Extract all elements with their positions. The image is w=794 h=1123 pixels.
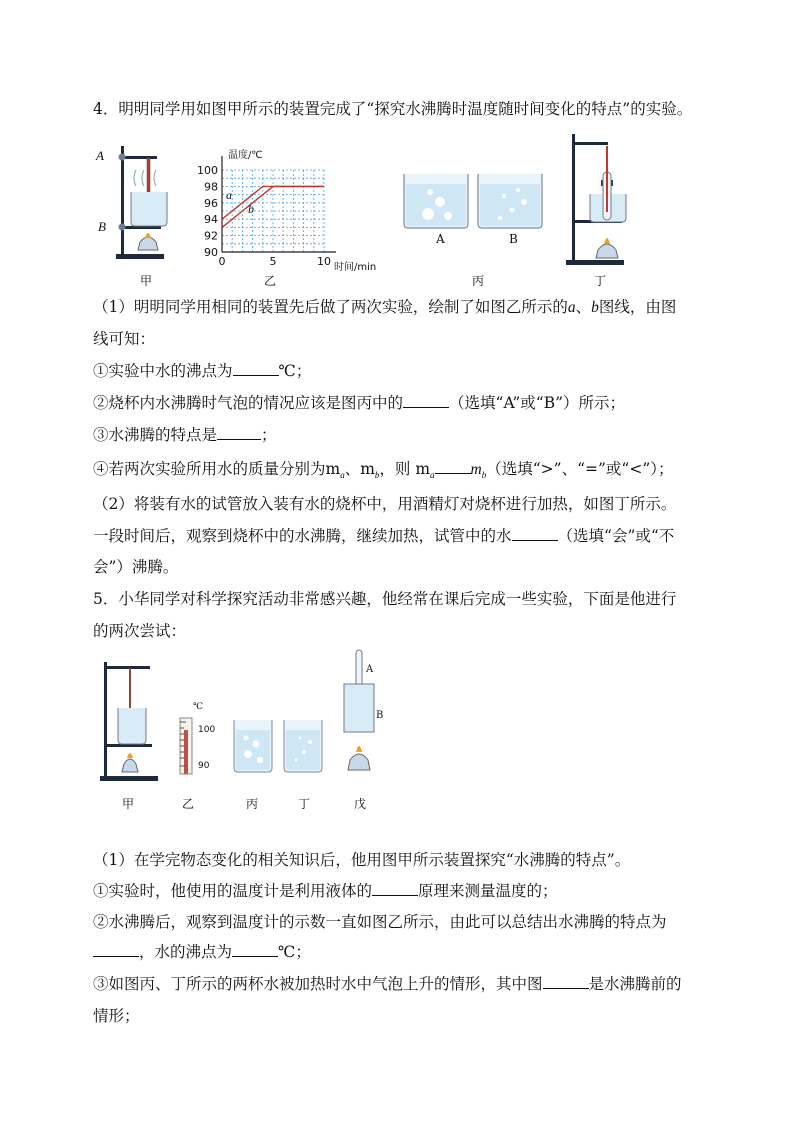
curve-b-label: b <box>248 202 254 216</box>
y-tick-label: 92 <box>204 229 218 243</box>
curve-a-label: a <box>226 188 232 202</box>
q4-caption-ding: 丁 <box>594 274 607 288</box>
y-tick-label: 98 <box>204 180 218 194</box>
q5-figure-bing-ding <box>230 716 330 776</box>
q4-caption-jia: 甲 <box>140 274 153 288</box>
y-tick-label: 90 <box>204 246 218 259</box>
q4-part1-line2: 线可知： <box>93 330 156 348</box>
q4-title: 4．明明同学用如图甲所示的装置完成了“探究水沸腾时温度随时间变化的特点”的实验。 <box>93 100 693 118</box>
q5-item1: ①实验时，他使用的温度计是利用液体的 原理来测量温度的； <box>93 882 558 900</box>
q5-caption-wu: 戊 <box>354 797 367 811</box>
q4-item1: ①实验中水的沸点为 ℃； <box>93 362 312 380</box>
answer-blank[interactable] <box>435 458 471 474</box>
q5-thermo-tick-90: 90 <box>198 761 210 771</box>
q5-thermo-unit: ℃ <box>193 702 204 712</box>
q4-beaker-A-label: A <box>436 232 445 246</box>
q5-caption-bing: 丙 <box>246 797 259 811</box>
x-tick-label: 0 <box>218 255 226 268</box>
q4-item4: ④若两次实验所用水的质量分别为$m_a$、$m_b$，则 $m_a$ $m_b$（选填“>”、“=”或“<”）； <box>93 460 674 481</box>
q5-part1: （1）在学完物态变化的相关知识后，他用图甲所示装置探究“水沸腾的特点”。 <box>93 851 631 869</box>
q4-caption-yi: 乙 <box>264 274 277 288</box>
q4-part2-line2: 一段时间后，观察到烧杯中的水沸腾，继续加热，试管中的水 （选填“会”或“不 <box>93 527 675 545</box>
answer-blank[interactable] <box>372 880 418 896</box>
q4-beaker-B-label: B <box>509 232 518 246</box>
q4-figure-ding <box>560 132 640 270</box>
q5-item2-cont: ，水的沸点为 ℃； <box>93 941 311 963</box>
y-tick-label: 96 <box>204 196 218 210</box>
q4-label-A: A <box>96 148 104 163</box>
q4-figure-jia <box>96 142 186 272</box>
q4-label-B: B <box>98 219 106 234</box>
answer-blank[interactable] <box>217 424 261 440</box>
temperature-time-chart <box>196 140 396 270</box>
q5-figure-yi-thermometer <box>174 704 220 776</box>
q4-part1-line1: （1）明明同学用相同的装置先后做了两次实验，绘制了如图乙所示的a、b图线，由图 <box>93 298 677 316</box>
x-tick-label: 10 <box>317 255 331 268</box>
answer-blank[interactable] <box>403 392 449 408</box>
q4-caption-bing: 丙 <box>472 274 485 288</box>
q4-item3: ③水沸腾的特点是 ； <box>93 426 277 444</box>
q5-item3-cont: 情形； <box>93 1007 140 1025</box>
q5-caption-yi: 乙 <box>182 797 195 811</box>
q5-label-B: B <box>376 710 384 721</box>
answer-blank[interactable] <box>232 941 278 957</box>
answer-blank[interactable] <box>543 973 589 989</box>
q5-figure-jia <box>96 660 166 784</box>
q5-label-A: A <box>366 664 374 675</box>
graph-xlabel: 时间/min <box>334 262 377 273</box>
q5-caption-jia: 甲 <box>122 797 135 811</box>
graph-ylabel: 温度/℃ <box>228 150 263 161</box>
y-tick-label: 100 <box>197 164 218 177</box>
q5-title-line2: 的两次尝试： <box>93 622 187 640</box>
q5-item2: ②水沸腾后，观察到温度计的示数一直如图乙所示，由此可以总结出水沸腾的特点为 <box>93 913 667 931</box>
q4-part2-line3: 会”）沸腾。 <box>93 558 179 576</box>
q4-figure-yi <box>196 140 396 273</box>
x-tick-label: 5 <box>269 255 277 268</box>
q4-figure-bing <box>400 170 550 232</box>
answer-blank[interactable] <box>93 941 139 957</box>
q5-title: 5．小华同学对科学探究活动非常感兴趣，他经常在课后完成一些实验，下面是他进行 <box>93 590 677 608</box>
answer-blank[interactable] <box>512 525 558 541</box>
q5-item3: ③如图丙、丁所示的两杯水被加热时水中气泡上升的情形，其中图 是水沸腾前的 <box>93 975 682 993</box>
q4-item2: ②烧杯内水沸腾时气泡的情况应该是图丙中的 （选填“A”或“B”）所示； <box>93 394 626 412</box>
q5-caption-ding: 丁 <box>298 797 311 811</box>
answer-blank[interactable] <box>233 360 279 376</box>
q5-thermo-tick-100: 100 <box>198 725 216 735</box>
q4-part2-line1: （2）将装有水的试管放入装有水的烧杯中，用酒精灯对烧杯进行加热，如图丁所示。 <box>93 495 677 513</box>
y-tick-label: 94 <box>204 213 218 227</box>
